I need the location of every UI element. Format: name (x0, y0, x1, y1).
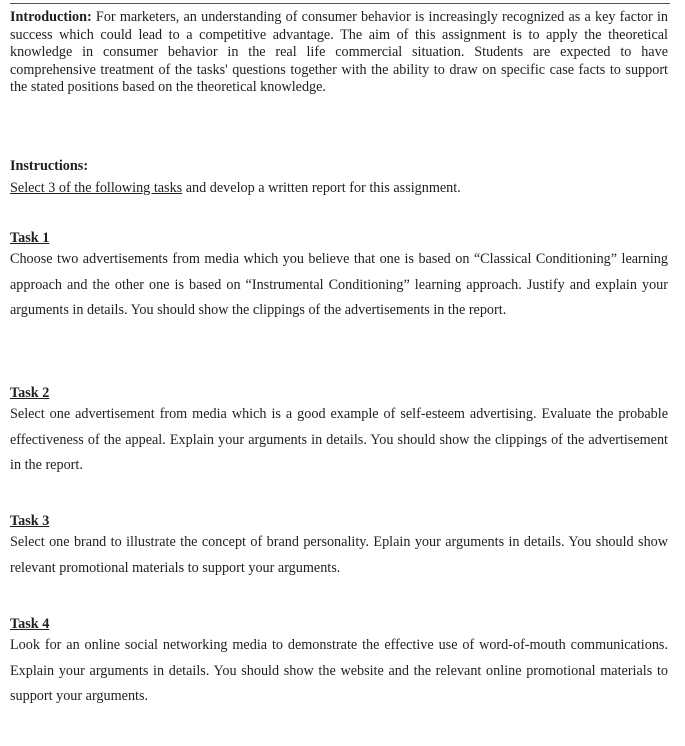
task-title: Task 4 (10, 616, 50, 632)
top-rule (10, 3, 670, 4)
task-body: Look for an online social networking media to demonstrate the effective use of word-of-mouth communications. Explain your arguments in details. You should show the website and the relevant online promotional materials to support your arguments. (10, 637, 668, 704)
task-title: Task 1 (10, 230, 50, 246)
task-2 (10, 384, 668, 479)
task-3 (10, 512, 668, 581)
instructions-text (10, 180, 461, 197)
task-title: Task 3 (10, 513, 50, 529)
task-1 (10, 229, 668, 324)
introduction-text: For marketers, an understanding of consumer behavior is increasingly recognized as a key factor in success which could lead to a competitive advantage. The aim of this assignment is to apply the theoretical knowledge in consumer behavior in the real life commercial situation. Students are expected to have comprehensive treatment of the tasks' questions together with the ability to draw on specific case facts to support the stated positions based on the theoretical knowledge. (10, 9, 668, 95)
introduction-paragraph (10, 9, 668, 97)
task-body: Choose two advertisements from media which you believe that one is based on “Classical Conditioning” learning approach and the other one is based on “Instrumental Conditioning” learning approach. Justify and explain your arguments in details. You should show the clippings of the advertisements in the report. (10, 251, 668, 318)
instructions-heading: Instructions: (10, 158, 89, 174)
task-body: Select one advertisement from media which is a good example of self-esteem advertising. Evaluate the probable effectiveness of the appeal. Explain your arguments in details. You should show the clippings of the advertisement in the report. (10, 406, 668, 473)
introduction-label: Introduction: (10, 9, 92, 25)
instructions-rest: and develop a written report for this assignment. (182, 180, 461, 196)
task-4 (10, 615, 668, 710)
task-body: Select one brand to illustrate the concept of brand personality. Eplain your arguments in details. You should show relevant promotional materials to support your arguments. (10, 534, 668, 576)
task-title: Task 2 (10, 385, 50, 401)
instructions-underlined: Select 3 of the following tasks (10, 180, 183, 196)
